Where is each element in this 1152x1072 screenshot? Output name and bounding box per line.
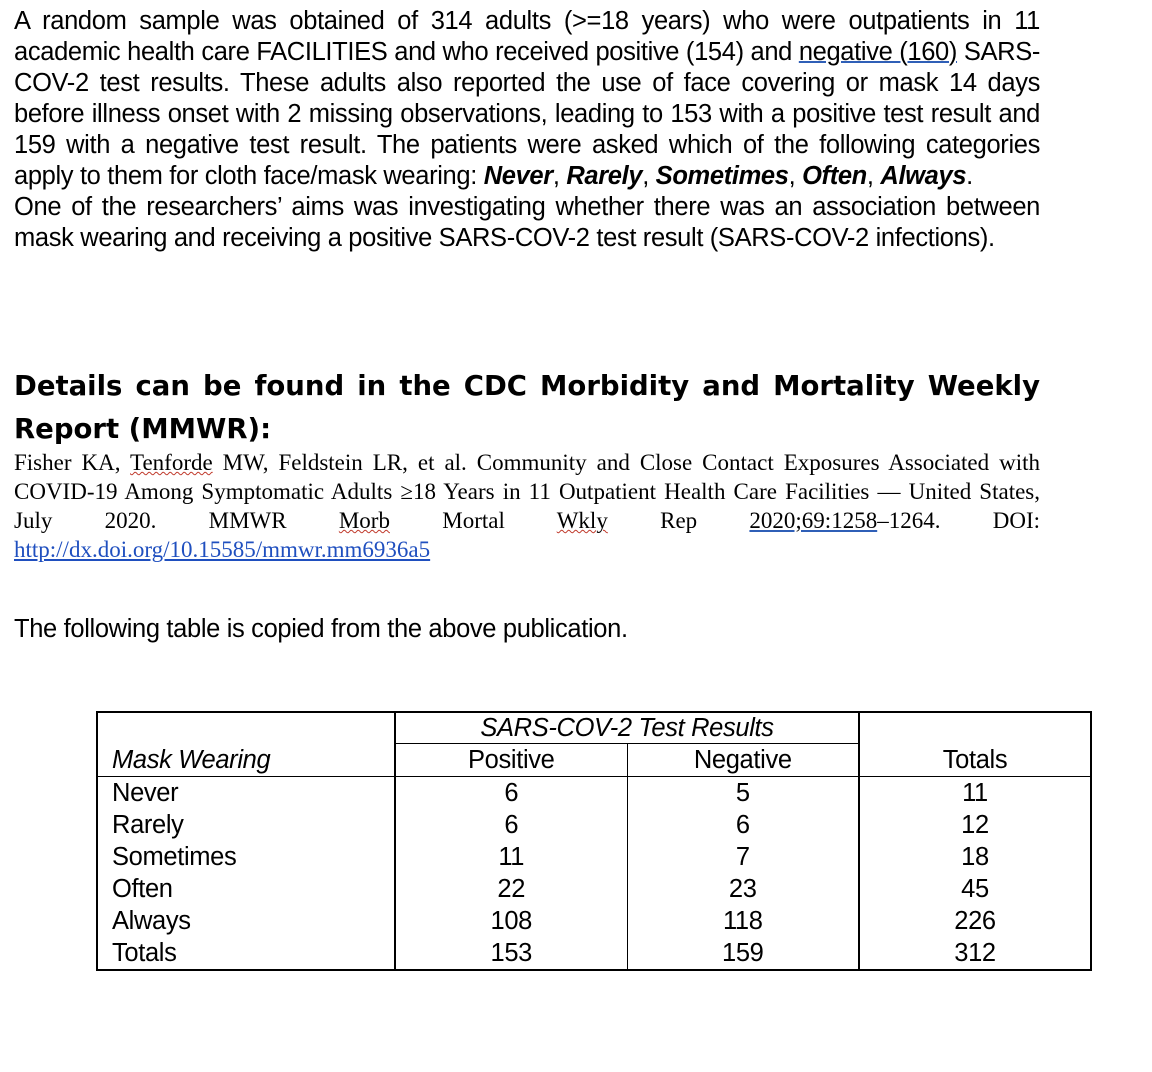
citation-text: –1264. DOI: (877, 508, 1040, 533)
cell-negative: 23 (627, 873, 859, 905)
category-sometimes: Sometimes (655, 162, 789, 190)
col-header-mask-wearing: Mask Wearing (97, 744, 395, 777)
table-row (97, 905, 1091, 937)
table-row (97, 809, 1091, 841)
document-body (14, 6, 1040, 254)
cell-negative: 118 (627, 905, 859, 937)
citation-text: MW, Feldstein LR, et al. Community and Close Contact Exposures Associated with COVID-19 Among Symptomatic Adults ≥18 Years in 11 Outpatient Health Care Facilities — United States, July 2020. MMWR (14, 450, 1041, 533)
table-row (97, 841, 1091, 873)
citation-text: Fisher KA, (14, 450, 131, 475)
row-label: Sometimes (97, 841, 395, 873)
citation-author-tenforde: Tenforde (130, 450, 213, 475)
col-header-negative: Negative (627, 744, 859, 777)
cell-positive: 11 (395, 841, 627, 873)
section-heading: Details can be found in the CDC Morbidity and Mortality Weekly Report (MMWR): (14, 370, 1040, 445)
cell-negative: 159 (627, 937, 859, 970)
header-empty-cell (859, 712, 1091, 744)
cell-total: 18 (859, 841, 1091, 873)
cell-positive: 6 (395, 809, 627, 841)
cell-total: 312 (859, 937, 1091, 970)
cell-total: 12 (859, 809, 1091, 841)
table-lead-text: The following table is copied from the above publication. (14, 615, 628, 643)
citation-volume: 2020;69:1258 (749, 508, 878, 533)
col-header-totals: Totals (859, 744, 1091, 777)
category-never: Never (483, 162, 553, 190)
cell-total: 45 (859, 873, 1091, 905)
doi-link[interactable]: http://dx.doi.org/10.15585/mmwr.mm6936a5 (14, 537, 431, 562)
intro-paragraph-1 (14, 6, 1040, 192)
citation-text: Rep (607, 508, 750, 533)
group-header: SARS-COV-2 Test Results (395, 712, 859, 744)
sep: , (642, 162, 656, 190)
intro-paragraph-2: One of the researchers’ aims was investigating whether there was an association between mask wearing and receiving a positive SARS-COV-2 test result (SARS-COV-2 infections). (14, 193, 1040, 252)
intro-text (14, 6, 1040, 254)
col-header-positive: Positive (395, 744, 627, 777)
citation-wkly: Wkly (556, 508, 608, 533)
table-row (97, 777, 1091, 810)
table-header-row-group (97, 712, 1091, 744)
cell-positive: 22 (395, 873, 627, 905)
intro-p1-end: SARS-COV-2 test results. These adults also reported the use of face covering or mask 14 days before illness onset with 2 missing observations, leading to 153 with a positive test result and 159 with a negative test result. The patients were asked which of the following categories apply to them for cloth face/mask wearing: (14, 38, 1041, 190)
sep: , (788, 162, 803, 190)
category-rarely: Rarely (566, 162, 643, 190)
citation-text: Mortal (389, 508, 557, 533)
citation (14, 448, 1040, 564)
mask-wearing-table (96, 711, 1092, 971)
cell-positive: 153 (395, 937, 627, 970)
table-row (97, 873, 1091, 905)
row-label: Never (97, 777, 395, 810)
header-empty-cell (97, 712, 395, 744)
sep: , (552, 162, 567, 190)
period: . (966, 162, 973, 190)
category-always: Always (880, 162, 967, 190)
cell-negative: 5 (627, 777, 859, 810)
cell-negative: 6 (627, 809, 859, 841)
row-label: Totals (97, 937, 395, 970)
table-totals-row (97, 937, 1091, 970)
cell-negative: 7 (627, 841, 859, 873)
category-often: Often (802, 162, 867, 190)
sep: , (866, 162, 881, 190)
citation-morb: Morb (338, 508, 390, 533)
row-label: Rarely (97, 809, 395, 841)
intro-negative-underlined: negative (160) (798, 38, 958, 66)
cell-total: 11 (859, 777, 1091, 810)
cell-total: 226 (859, 905, 1091, 937)
table-header-row (97, 744, 1091, 777)
cell-positive: 6 (395, 777, 627, 810)
intro-p1-start: A random sample was obtained of 314 adults (>=18 years) who were outpatients in 11 academic health care FACILITIES and who received positive (154) and (14, 7, 1040, 66)
row-label: Always (97, 905, 395, 937)
cell-positive: 108 (395, 905, 627, 937)
row-label: Often (97, 873, 395, 905)
